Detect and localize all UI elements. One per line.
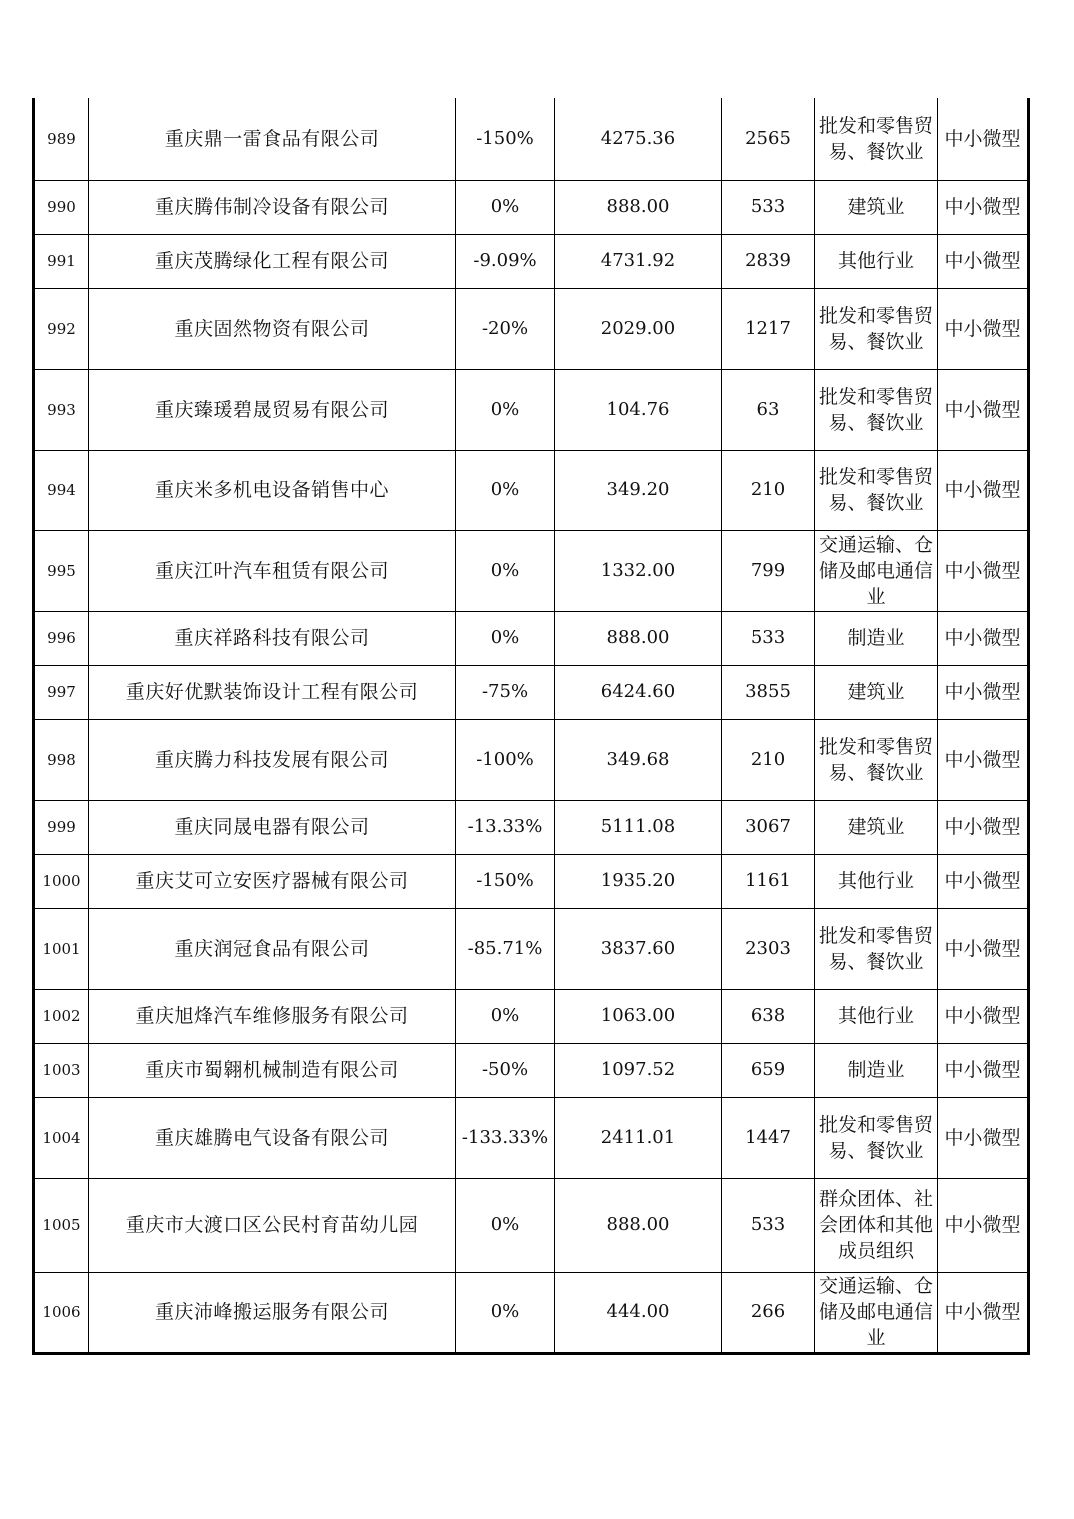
amount-value: 3837.60 xyxy=(555,908,722,989)
count-value: 3855 xyxy=(722,665,815,719)
row-number: 993 xyxy=(34,369,89,450)
count-value: 63 xyxy=(722,369,815,450)
amount-value: 888.00 xyxy=(555,611,722,665)
company-name: 重庆润冠食品有限公司 xyxy=(89,908,456,989)
amount-value: 4275.36 xyxy=(555,98,722,180)
change-rate: 0% xyxy=(456,450,555,530)
company-name: 重庆市大渡口区公民村育苗幼儿园 xyxy=(89,1178,456,1272)
industry-category: 批发和零售贸易、餐饮业 xyxy=(815,908,938,989)
amount-value: 349.20 xyxy=(555,450,722,530)
company-name: 重庆雄腾电气设备有限公司 xyxy=(89,1097,456,1178)
enterprise-size: 中小微型 xyxy=(938,1043,1029,1097)
industry-category: 建筑业 xyxy=(815,800,938,854)
industry-category: 批发和零售贸易、餐饮业 xyxy=(815,450,938,530)
count-value: 533 xyxy=(722,1178,815,1272)
company-name: 重庆好优默装饰设计工程有限公司 xyxy=(89,665,456,719)
company-name: 重庆臻瑗碧晟贸易有限公司 xyxy=(89,369,456,450)
amount-value: 1097.52 xyxy=(555,1043,722,1097)
company-name: 重庆鼎一雷食品有限公司 xyxy=(89,98,456,180)
enterprise-size: 中小微型 xyxy=(938,611,1029,665)
amount-value: 1935.20 xyxy=(555,854,722,908)
amount-value: 888.00 xyxy=(555,180,722,234)
table-row xyxy=(34,1097,1029,1178)
industry-category: 建筑业 xyxy=(815,180,938,234)
table-row xyxy=(34,665,1029,719)
change-rate: -100% xyxy=(456,719,555,800)
count-value: 2303 xyxy=(722,908,815,989)
change-rate: -20% xyxy=(456,288,555,369)
table-row xyxy=(34,450,1029,530)
table-row xyxy=(34,1272,1029,1353)
change-rate: -13.33% xyxy=(456,800,555,854)
count-value: 266 xyxy=(722,1272,815,1353)
enterprise-size: 中小微型 xyxy=(938,180,1029,234)
count-value: 210 xyxy=(722,719,815,800)
industry-category: 批发和零售贸易、餐饮业 xyxy=(815,719,938,800)
enterprise-table xyxy=(32,98,1030,1355)
row-number: 1004 xyxy=(34,1097,89,1178)
industry-category: 制造业 xyxy=(815,1043,938,1097)
count-value: 799 xyxy=(722,530,815,611)
row-number: 1002 xyxy=(34,989,89,1043)
enterprise-size: 中小微型 xyxy=(938,369,1029,450)
industry-category: 批发和零售贸易、餐饮业 xyxy=(815,369,938,450)
count-value: 638 xyxy=(722,989,815,1043)
amount-value: 349.68 xyxy=(555,719,722,800)
industry-category: 批发和零售贸易、餐饮业 xyxy=(815,288,938,369)
industry-category: 交通运输、仓储及邮电通信业 xyxy=(815,1272,938,1353)
enterprise-size: 中小微型 xyxy=(938,800,1029,854)
amount-value: 2411.01 xyxy=(555,1097,722,1178)
row-number: 1000 xyxy=(34,854,89,908)
industry-category: 其他行业 xyxy=(815,854,938,908)
company-name: 重庆沛峰搬运服务有限公司 xyxy=(89,1272,456,1353)
row-number: 997 xyxy=(34,665,89,719)
industry-category: 批发和零售贸易、餐饮业 xyxy=(815,98,938,180)
count-value: 1217 xyxy=(722,288,815,369)
row-number: 990 xyxy=(34,180,89,234)
change-rate: -50% xyxy=(456,1043,555,1097)
amount-value: 444.00 xyxy=(555,1272,722,1353)
industry-category: 批发和零售贸易、餐饮业 xyxy=(815,1097,938,1178)
amount-value: 5111.08 xyxy=(555,800,722,854)
enterprise-size: 中小微型 xyxy=(938,98,1029,180)
table-row xyxy=(34,530,1029,611)
row-number: 1006 xyxy=(34,1272,89,1353)
change-rate: -133.33% xyxy=(456,1097,555,1178)
change-rate: 0% xyxy=(456,611,555,665)
enterprise-size: 中小微型 xyxy=(938,288,1029,369)
amount-value: 4731.92 xyxy=(555,234,722,288)
change-rate: 0% xyxy=(456,1178,555,1272)
table-row xyxy=(34,854,1029,908)
table-row xyxy=(34,234,1029,288)
row-number: 991 xyxy=(34,234,89,288)
company-name: 重庆市蜀翱机械制造有限公司 xyxy=(89,1043,456,1097)
company-name: 重庆固然物资有限公司 xyxy=(89,288,456,369)
change-rate: -150% xyxy=(456,854,555,908)
row-number: 992 xyxy=(34,288,89,369)
amount-value: 888.00 xyxy=(555,1178,722,1272)
enterprise-size: 中小微型 xyxy=(938,234,1029,288)
change-rate: -75% xyxy=(456,665,555,719)
row-number: 1005 xyxy=(34,1178,89,1272)
count-value: 533 xyxy=(722,611,815,665)
industry-category: 制造业 xyxy=(815,611,938,665)
enterprise-size: 中小微型 xyxy=(938,989,1029,1043)
count-value: 2565 xyxy=(722,98,815,180)
table-row xyxy=(34,719,1029,800)
industry-category: 建筑业 xyxy=(815,665,938,719)
table-row xyxy=(34,908,1029,989)
amount-value: 2029.00 xyxy=(555,288,722,369)
change-rate: -9.09% xyxy=(456,234,555,288)
industry-category: 交通运输、仓储及邮电通信业 xyxy=(815,530,938,611)
enterprise-size: 中小微型 xyxy=(938,530,1029,611)
change-rate: -85.71% xyxy=(456,908,555,989)
enterprise-size: 中小微型 xyxy=(938,1272,1029,1353)
row-number: 1003 xyxy=(34,1043,89,1097)
row-number: 995 xyxy=(34,530,89,611)
count-value: 210 xyxy=(722,450,815,530)
change-rate: 0% xyxy=(456,369,555,450)
enterprise-size: 中小微型 xyxy=(938,1097,1029,1178)
enterprise-size: 中小微型 xyxy=(938,908,1029,989)
row-number: 999 xyxy=(34,800,89,854)
company-name: 重庆茂腾绿化工程有限公司 xyxy=(89,234,456,288)
industry-category: 其他行业 xyxy=(815,234,938,288)
row-number: 1001 xyxy=(34,908,89,989)
count-value: 1447 xyxy=(722,1097,815,1178)
enterprise-size: 中小微型 xyxy=(938,450,1029,530)
table-row xyxy=(34,989,1029,1043)
table-row xyxy=(34,1043,1029,1097)
row-number: 994 xyxy=(34,450,89,530)
amount-value: 1063.00 xyxy=(555,989,722,1043)
enterprise-size: 中小微型 xyxy=(938,854,1029,908)
company-name: 重庆腾伟制冷设备有限公司 xyxy=(89,180,456,234)
company-name: 重庆祥路科技有限公司 xyxy=(89,611,456,665)
enterprise-size: 中小微型 xyxy=(938,1178,1029,1272)
change-rate: -150% xyxy=(456,98,555,180)
table-row xyxy=(34,611,1029,665)
amount-value: 1332.00 xyxy=(555,530,722,611)
table-body xyxy=(34,98,1029,1353)
table-row xyxy=(34,369,1029,450)
change-rate: 0% xyxy=(456,989,555,1043)
change-rate: 0% xyxy=(456,530,555,611)
amount-value: 6424.60 xyxy=(555,665,722,719)
row-number: 998 xyxy=(34,719,89,800)
company-name: 重庆艾可立安医疗器械有限公司 xyxy=(89,854,456,908)
count-value: 533 xyxy=(722,180,815,234)
table-row xyxy=(34,1178,1029,1272)
count-value: 3067 xyxy=(722,800,815,854)
change-rate: 0% xyxy=(456,180,555,234)
amount-value: 104.76 xyxy=(555,369,722,450)
change-rate: 0% xyxy=(456,1272,555,1353)
count-value: 2839 xyxy=(722,234,815,288)
enterprise-size: 中小微型 xyxy=(938,719,1029,800)
count-value: 1161 xyxy=(722,854,815,908)
table-row xyxy=(34,288,1029,369)
company-name: 重庆米多机电设备销售中心 xyxy=(89,450,456,530)
table-row xyxy=(34,180,1029,234)
company-name: 重庆腾力科技发展有限公司 xyxy=(89,719,456,800)
row-number: 996 xyxy=(34,611,89,665)
company-name: 重庆江叶汽车租赁有限公司 xyxy=(89,530,456,611)
table-row xyxy=(34,98,1029,180)
industry-category: 群众团体、社会团体和其他成员组织 xyxy=(815,1178,938,1272)
company-name: 重庆同晟电器有限公司 xyxy=(89,800,456,854)
count-value: 659 xyxy=(722,1043,815,1097)
enterprise-size: 中小微型 xyxy=(938,665,1029,719)
row-number: 989 xyxy=(34,98,89,180)
industry-category: 其他行业 xyxy=(815,989,938,1043)
table-row xyxy=(34,800,1029,854)
company-name: 重庆旭烽汽车维修服务有限公司 xyxy=(89,989,456,1043)
